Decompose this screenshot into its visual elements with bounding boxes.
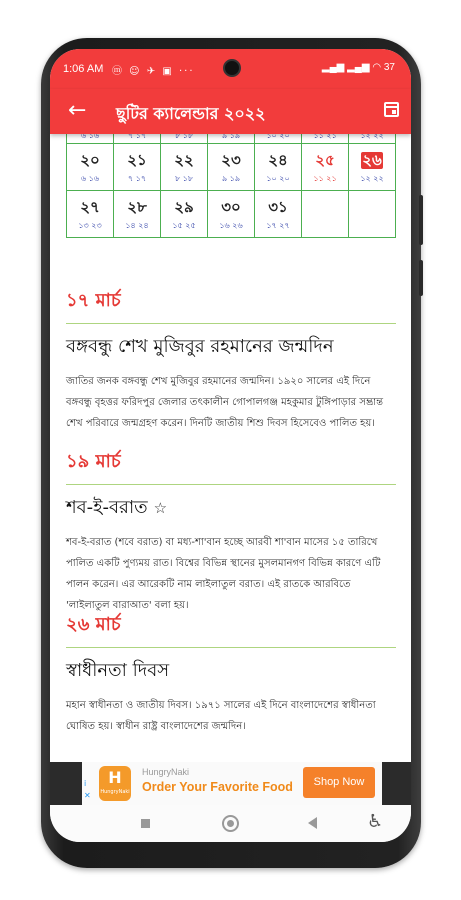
scroll-content[interactable] <box>50 134 411 762</box>
divider <box>66 323 396 324</box>
calendar-day-cell[interactable] <box>161 134 208 144</box>
divider <box>66 647 396 648</box>
calendar-day-cell[interactable] <box>349 144 396 191</box>
calendar-day-cell[interactable] <box>208 134 255 144</box>
calendar-week-row <box>67 144 396 191</box>
calendar-day-cell[interactable] <box>67 134 114 144</box>
day-number: ২১ <box>127 151 147 169</box>
holiday-title-text: শব-ই-বরাত <box>66 497 148 518</box>
lunar-date: ৬ ১৬ <box>80 134 100 140</box>
holiday-title <box>66 493 396 524</box>
lunar-date: ১৪ ২৪ <box>125 221 149 230</box>
hungrynaki-logo <box>99 766 131 801</box>
notification-icons: ⓜ ☺ ✈ ▣ ··· <box>112 66 195 77</box>
holiday-date: ১৯ মার্চ <box>66 451 121 472</box>
lunar-date: ১২ ২২ <box>360 174 384 183</box>
holiday-entry <box>66 610 396 737</box>
day-number: ২৪ <box>268 151 288 169</box>
system-nav-bar <box>50 805 411 842</box>
calendar-day-cell[interactable] <box>67 191 114 238</box>
calendar-day-cell[interactable] <box>114 191 161 238</box>
lunar-date: ১৫ ২৫ <box>172 221 196 230</box>
lunar-date: ১১ ২১ <box>313 134 337 140</box>
calendar-day-cell[interactable] <box>302 191 349 238</box>
ad-banner[interactable] <box>50 762 411 805</box>
screen <box>50 49 411 842</box>
holiday-title <box>66 656 396 687</box>
holiday-entry <box>66 286 396 434</box>
month-calendar-grid <box>66 134 396 238</box>
lunar-date: ১০ ২০ <box>266 174 290 183</box>
lunar-date: ১১ ২১ <box>313 174 337 183</box>
calendar-day-cell[interactable] <box>302 144 349 191</box>
power-button <box>419 260 423 296</box>
accessibility-icon[interactable]: ♿ <box>367 811 384 832</box>
home-icon[interactable] <box>222 815 239 832</box>
calendar-day-cell[interactable] <box>255 134 302 144</box>
holiday-description: মহান স্বাধীনতা ও জাতীয় দিবস। ১৯৭১ সালের এই দিনে বাংলাদেশের স্বাধীনতা ঘোষিত হয়। স্বাধীন রাষ্ট্র বাংলাদেশের জন্মদিন। <box>66 700 376 732</box>
calendar-day-cell[interactable] <box>302 134 349 144</box>
back-triangle-icon[interactable] <box>308 817 317 829</box>
ad-info-icon[interactable]: i <box>84 779 87 788</box>
calendar-day-cell[interactable] <box>208 144 255 191</box>
calendar-day-cell[interactable] <box>349 191 396 238</box>
status-bar <box>50 49 411 89</box>
calendar-week-row <box>67 191 396 238</box>
calendar-day-cell[interactable] <box>349 134 396 144</box>
holiday-date: ২৬ মার্চ <box>66 614 121 635</box>
ad-content[interactable] <box>82 762 382 805</box>
day-number: ২২ <box>174 151 194 169</box>
front-camera <box>223 59 241 77</box>
day-number: ৩১ <box>268 198 288 216</box>
calendar-day-cell[interactable] <box>114 144 161 191</box>
ad-headline[interactable]: Order Your Favorite Food <box>142 780 293 794</box>
holiday-title-text: বঙ্গবন্ধু শেখ মুজিবুর রহমানের জন্মদিন <box>66 336 334 357</box>
day-number: ২৮ <box>127 198 147 216</box>
calendar-day-cell[interactable] <box>67 144 114 191</box>
holiday-entry <box>66 447 396 616</box>
lunar-date: ১৩ ২৩ <box>78 221 102 230</box>
lunar-date: ১০ ২০ <box>266 134 290 140</box>
day-number: ২০ <box>80 151 100 169</box>
calendar-day-cell[interactable] <box>255 191 302 238</box>
lunar-date: ৬ ১৬ <box>80 174 100 183</box>
app-bar <box>50 89 411 134</box>
arrow-left-icon[interactable]: ← <box>68 98 87 123</box>
lunar-date: ৮ ১৮ <box>174 174 194 183</box>
recents-icon[interactable] <box>141 819 150 828</box>
ad-brand-name: HungryNaki <box>142 767 190 777</box>
holiday-title <box>66 332 396 363</box>
signal-wifi-battery-icons: ▂▄▆ ▂▄▆ ◠ 37 <box>321 62 395 73</box>
logo-wordmark: HungryNaki <box>100 789 130 795</box>
calendar-day-cell[interactable] <box>208 191 255 238</box>
calendar-day-cell[interactable] <box>255 144 302 191</box>
day-number: ২৫ <box>315 151 335 169</box>
lunar-date: ৭ ১৭ <box>127 174 147 183</box>
calendar-day-cell[interactable] <box>161 191 208 238</box>
page-title: ছুটির ক্যালেন্ডার ২০২২ <box>116 104 266 123</box>
calendar-day-cell[interactable] <box>114 134 161 144</box>
day-number: ২৯ <box>174 198 194 216</box>
divider <box>66 484 396 485</box>
logo-letter: H <box>108 768 122 787</box>
day-number: ২৭ <box>80 198 100 216</box>
star-outline-icon: ☆ <box>153 499 168 517</box>
lunar-date: ১৬ ২৬ <box>219 221 243 230</box>
lunar-date: ৯ ১৯ <box>221 174 241 183</box>
calendar-day-cell[interactable] <box>161 144 208 191</box>
day-number: ৩০ <box>221 198 241 216</box>
day-number: ২৩ <box>221 151 241 169</box>
holiday-title-text: স্বাধীনতা দিবস <box>66 660 170 681</box>
day-number: ২৬ <box>362 151 382 169</box>
status-time: 1:06 AM <box>63 63 104 75</box>
holiday-description: শব-ই-বরাত (শবে বরাত) বা মধ্য-শা'বান হচ্ছে আরবী শা'বান মাসের ১৫ তারিখে পালিত একটি পুণ্যময় রাত। বিশ্বের বিভিন্ন স্থানের মুসলমানগণ বিভিন্ন কারণে এটি পালন করেন। এর আরেকটি নাম লাইলাতুল বরাত। এই রাতকে আরবিতে 'লাইলাতুল বারাআত' বলা হয়। <box>66 537 381 611</box>
volume-button <box>419 195 423 245</box>
shop-now-button[interactable]: Shop Now <box>303 767 375 798</box>
lunar-date: ৮ ১৮ <box>174 134 194 140</box>
ad-close-icon[interactable]: ✕ <box>84 791 91 800</box>
holiday-date: ১৭ মার্চ <box>66 290 121 311</box>
holiday-description: জাতির জনক বঙ্গবন্ধু শেখ মুজিবুর রহমানের জন্মদিন। ১৯২০ সালের এই দিনে বঙ্গবন্ধু বৃহত্তর ফরিদপুর জেলার তৎকালীন গোপালগঞ্জ মহকুমার টুঙ্গিপাড়ার সম্ভ্রান্ত শেখ পরিবারে জন্মগ্রহণ করেন। দিনটি জাতীয় শিশু দিবস হিসেবেও পালিত হয়। <box>66 376 384 429</box>
lunar-date: ১২ ২২ <box>360 134 384 140</box>
lunar-date: ১৭ ২৭ <box>266 221 290 230</box>
calendar-icon[interactable] <box>384 102 399 117</box>
lunar-date: ৯ ১৯ <box>221 134 241 140</box>
calendar-week-row <box>67 134 396 144</box>
lunar-date: ৭ ১৭ <box>127 134 147 140</box>
